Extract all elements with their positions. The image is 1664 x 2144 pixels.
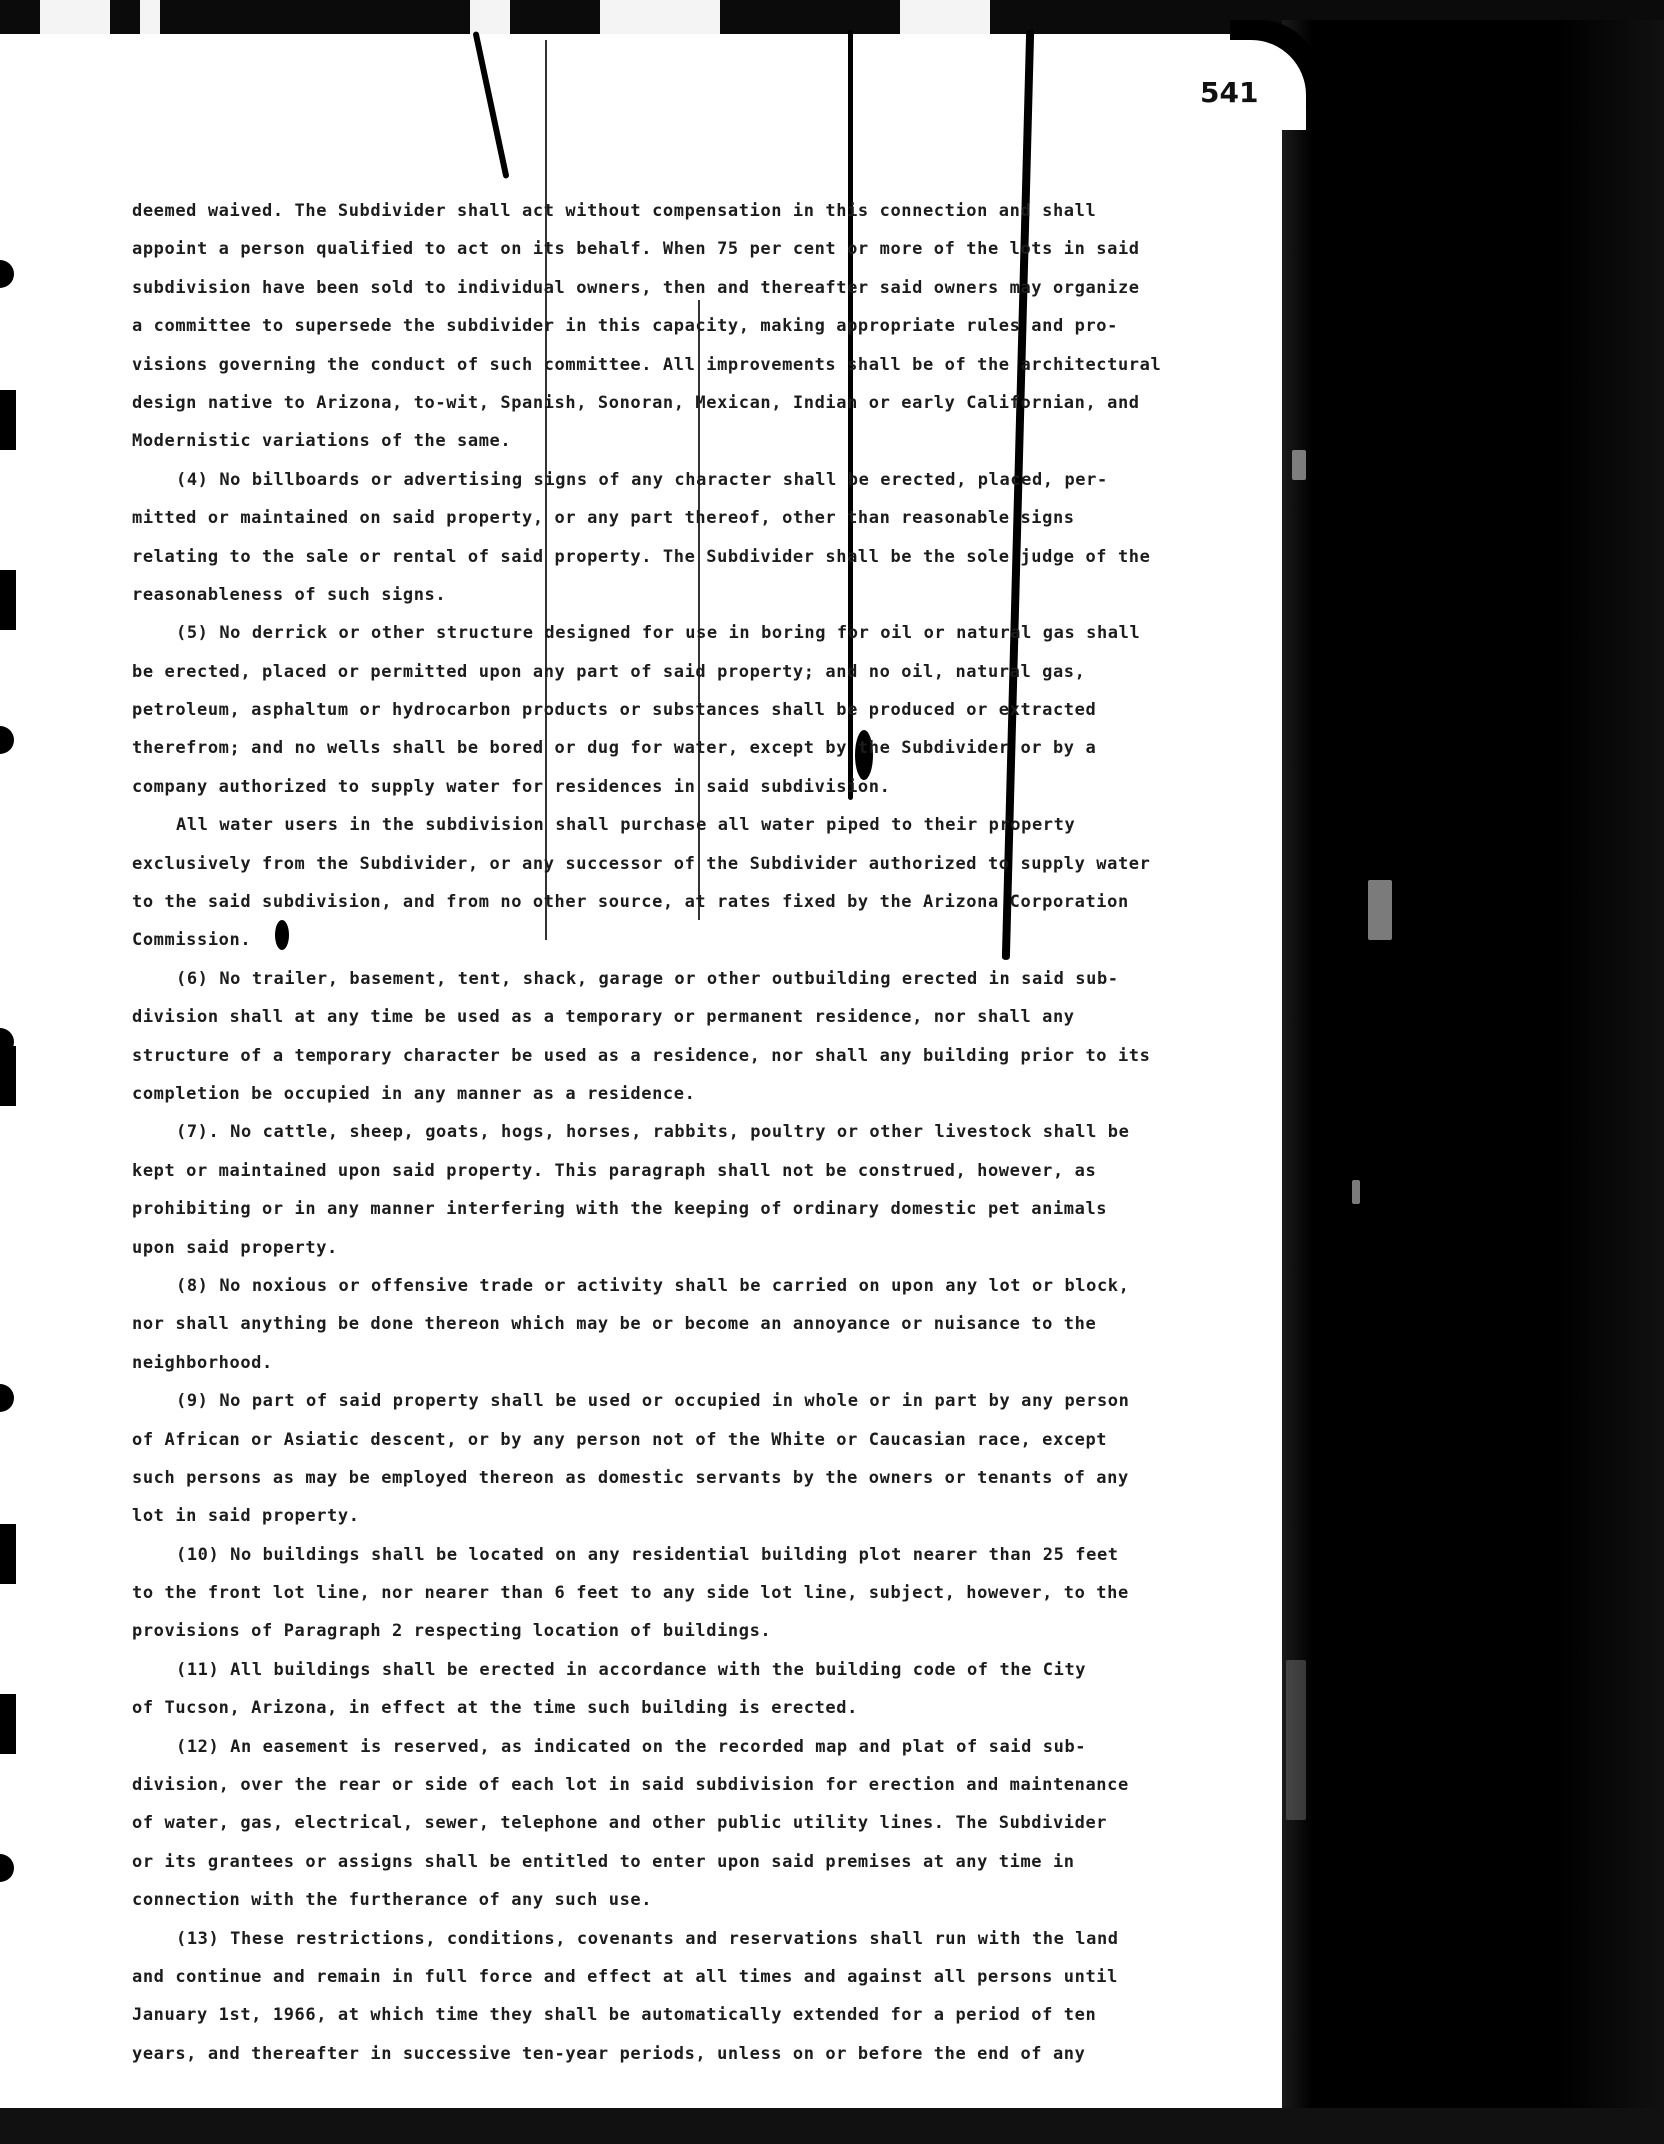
- text-line: (4) No billboards or advertising signs of any character shall be erected, placed, per-: [176, 469, 1108, 490]
- text-line: division, over the rear or side of each lot in said subdivision for erection and maintenance: [132, 1775, 1129, 1796]
- text-line: of water, gas, electrical, sewer, telephone and other public utility lines. The Subdivider: [132, 1813, 1108, 1834]
- text-line: such persons as may be employed thereon as domestic servants by the owners or tenants of any: [132, 1467, 1129, 1488]
- text-line: (13) These restrictions, conditions, covenants and reservations shall run with the land: [176, 1928, 1119, 1949]
- text-line: (5) No derrick or other structure designed for use in boring for oil or natural gas shall: [176, 623, 1141, 644]
- text-line: be erected, placed or permitted upon any part of said property; and no oil, natural gas,: [132, 661, 1086, 682]
- text-line: of African or Asiatic descent, or by any person not of the White or Caucasian race, except: [132, 1429, 1108, 1450]
- binder-tab: [0, 1046, 16, 1106]
- text-line: upon said property.: [132, 1237, 338, 1258]
- border-gap: [40, 0, 110, 34]
- text-line: years, and thereafter in successive ten-year periods, unless on or before the end of any: [132, 2043, 1086, 2064]
- text-line: subdivision have been sold to individual owners, then and thereafter said owners may organize: [132, 277, 1140, 298]
- text-line: (7). No cattle, sheep, goats, hogs, horses, rabbits, poultry or other livestock shall be: [176, 1122, 1130, 1143]
- binder-tab: [0, 1524, 16, 1584]
- scan-speckle: [1286, 1660, 1306, 1820]
- binder-hole: [0, 1384, 14, 1412]
- text-line: provisions of Paragraph 2 respecting location of buildings.: [132, 1621, 772, 1642]
- text-line: connection with the furtherance of any such use.: [132, 1890, 653, 1911]
- text-line: nor shall anything be done thereon which may be or become an annoyance or nuisance to the: [132, 1314, 1097, 1335]
- text-line: reasonableness of such signs.: [132, 584, 447, 605]
- binder-hole: [0, 726, 14, 754]
- text-line: or its grantees or assigns shall be entitled to enter upon said premises at any time in: [132, 1851, 1075, 1872]
- scan-speckle: [1352, 1180, 1360, 1204]
- binder-hole: [0, 260, 14, 288]
- text-line: (8) No noxious or offensive trade or activity shall be carried on upon any lot or block,: [176, 1275, 1130, 1296]
- text-line: division shall at any time be used as a temporary or permanent residence, nor shall any: [132, 1007, 1075, 1028]
- text-line: structure of a temporary character be used as a residence, nor shall any building prior to its: [132, 1045, 1151, 1066]
- text-line: relating to the sale or rental of said property. The Subdivider shall be the sole judge of the: [132, 546, 1151, 567]
- text-line: kept or maintained upon said property. This paragraph shall not be construed, however, as: [132, 1160, 1097, 1181]
- text-line: and continue and remain in full force and effect at all times and against all persons until: [132, 1966, 1118, 1987]
- text-line: of Tucson, Arizona, in effect at the time such building is erected.: [132, 1698, 858, 1719]
- text-line: visions governing the conduct of such committee. All improvements shall be of the architectural: [132, 354, 1162, 375]
- text-line: therefrom; and no wells shall be bored or dug for water, except by the Subdivider or by a: [132, 738, 1097, 759]
- text-line: company authorized to supply water for residences in said subdivision.: [132, 776, 891, 797]
- border-gap: [140, 0, 160, 34]
- binder-tab: [0, 390, 16, 450]
- binder-tab: [0, 570, 16, 630]
- text-line: (12) An easement is reserved, as indicated on the recorded map and plat of said sub-: [176, 1736, 1087, 1757]
- text-line: exclusively from the Subdivider, or any successor of the Subdivider authorized to supply water: [132, 853, 1151, 874]
- document-body: [132, 192, 1222, 2073]
- scan-speckle: [1292, 450, 1306, 480]
- text-line: appoint a person qualified to act on its behalf. When 75 per cent or more of the lots in said: [132, 239, 1140, 260]
- text-line: prohibiting or in any manner interfering with the keeping of ordinary domestic pet animals: [132, 1199, 1108, 1220]
- text-line: to the said subdivision, and from no other source, at rates fixed by the Arizona Corporation: [132, 892, 1129, 913]
- text-line: lot in said property.: [132, 1506, 360, 1527]
- text-line: a committee to supersede the subdivider in this capacity, making appropriate rules and pro-: [132, 316, 1118, 337]
- crease-mark: [472, 31, 509, 179]
- binder-hole: [0, 1854, 14, 1882]
- text-line: (6) No trailer, basement, tent, shack, garage or other outbuilding erected in said sub-: [176, 968, 1119, 989]
- text-line: (11) All buildings shall be erected in accordance with the building code of the City: [176, 1659, 1087, 1680]
- text-line: neighborhood.: [132, 1352, 273, 1373]
- scan-right-shadow: [1282, 20, 1664, 2130]
- text-line: All water users in the subdivision shall purchase all water piped to their property: [176, 815, 1076, 836]
- text-line: design native to Arizona, to-wit, Spanish, Sonoran, Mexican, Indian or early Californian, and: [132, 392, 1140, 413]
- border-gap: [600, 0, 720, 34]
- scan-bottom-border: [0, 2108, 1664, 2144]
- border-gap: [470, 0, 510, 34]
- text-line: Commission.: [132, 930, 252, 951]
- text-line: Modernistic variations of the same.: [132, 431, 512, 452]
- text-line: petroleum, asphaltum or hydrocarbon products or substances shall be produced or extracted: [132, 700, 1097, 721]
- text-line: January 1st, 1966, at which time they shall be automatically extended for a period of ten: [132, 2005, 1097, 2026]
- border-gap: [900, 0, 990, 34]
- scan-speckle: [1368, 880, 1392, 940]
- text-line: deemed waived. The Subdivider shall act without compensation in this connection and shall: [132, 201, 1097, 221]
- text-line: to the front lot line, nor nearer than 6 feet to any side lot line, subject, however, to the: [132, 1583, 1129, 1604]
- text-line: completion be occupied in any manner as a residence.: [132, 1083, 696, 1104]
- text-line: mitted or maintained on said property, or any part thereof, other than reasonable signs: [132, 508, 1075, 529]
- text-line: (9) No part of said property shall be used or occupied in whole or in part by any person: [176, 1391, 1130, 1412]
- binder-tab: [0, 1694, 16, 1754]
- text-line: (10) No buildings shall be located on any residential building plot nearer than 25 feet: [176, 1544, 1119, 1565]
- page-number: 541: [1200, 76, 1259, 109]
